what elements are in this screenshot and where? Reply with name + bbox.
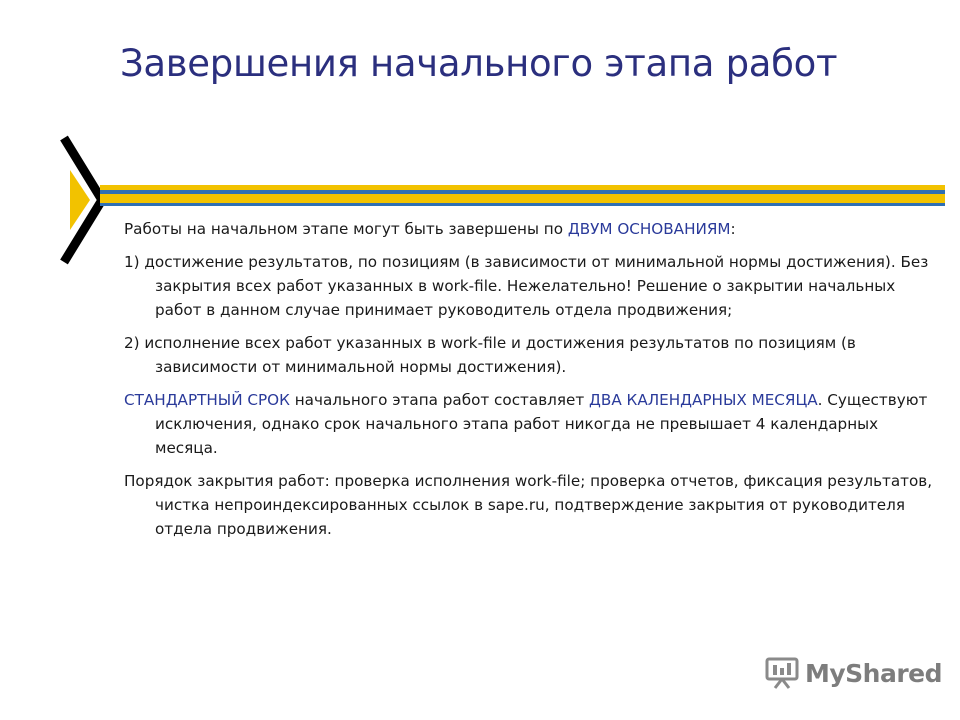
stripe-blue-top (100, 190, 945, 194)
mysharedlogo (765, 655, 942, 691)
standard-term-rest: . Существуют исключения, однако срок начального этапа работ никогда не превышает 4 календарных месяца. (155, 391, 928, 457)
paragraph-item-2: 2) исполнение всех работ указанных в work-file и достижения результатов по позициям (в зависимости от минимальной нормы достижения). (124, 334, 856, 376)
slide-title: Завершения начального этапа работ (120, 42, 838, 85)
intro-accent: ДВУМ ОСНОВАНИЯМ (567, 220, 731, 238)
paragraph-closing-procedure: Порядок закрытия работ: проверка исполнения work-file; проверка отчетов, фиксация результатов, чистка непроиндексированных ссылок в sape.ru, подтверждение закрытия от руководителя отдела продвижения. (124, 472, 933, 538)
intro-colon: : (730, 220, 736, 238)
presentation-board-icon (765, 657, 799, 689)
intro-text: Работы на начальном этапе могут быть завершены по (124, 220, 568, 238)
paragraph-standard-term (124, 388, 934, 460)
stripe-yellow-top (100, 185, 945, 190)
two-months-accent: ДВА КАЛЕНДАРНЫХ МЕСЯЦА (589, 391, 818, 409)
paragraph-item-1: 1) достижение результатов, по позициям (в зависимости от минимальной нормы достижения). Без закрытия всех работ указанных в work-file. Нежелательно! Решение о закрытии начальных работ в данном случае принимает руководитель отдела продвижения; (124, 253, 929, 319)
body-text (124, 217, 934, 550)
decorative-stripes (100, 185, 945, 210)
paragraph-intro (124, 217, 934, 241)
stripe-blue-bottom (100, 203, 945, 206)
standard-term-mid: начального этапа работ составляет (289, 391, 590, 409)
watermark-text: MyShared (805, 658, 943, 688)
stripe-yellow-mid (100, 194, 945, 203)
standard-term-accent: СТАНДАРТНЫЙ СРОК (124, 391, 290, 409)
